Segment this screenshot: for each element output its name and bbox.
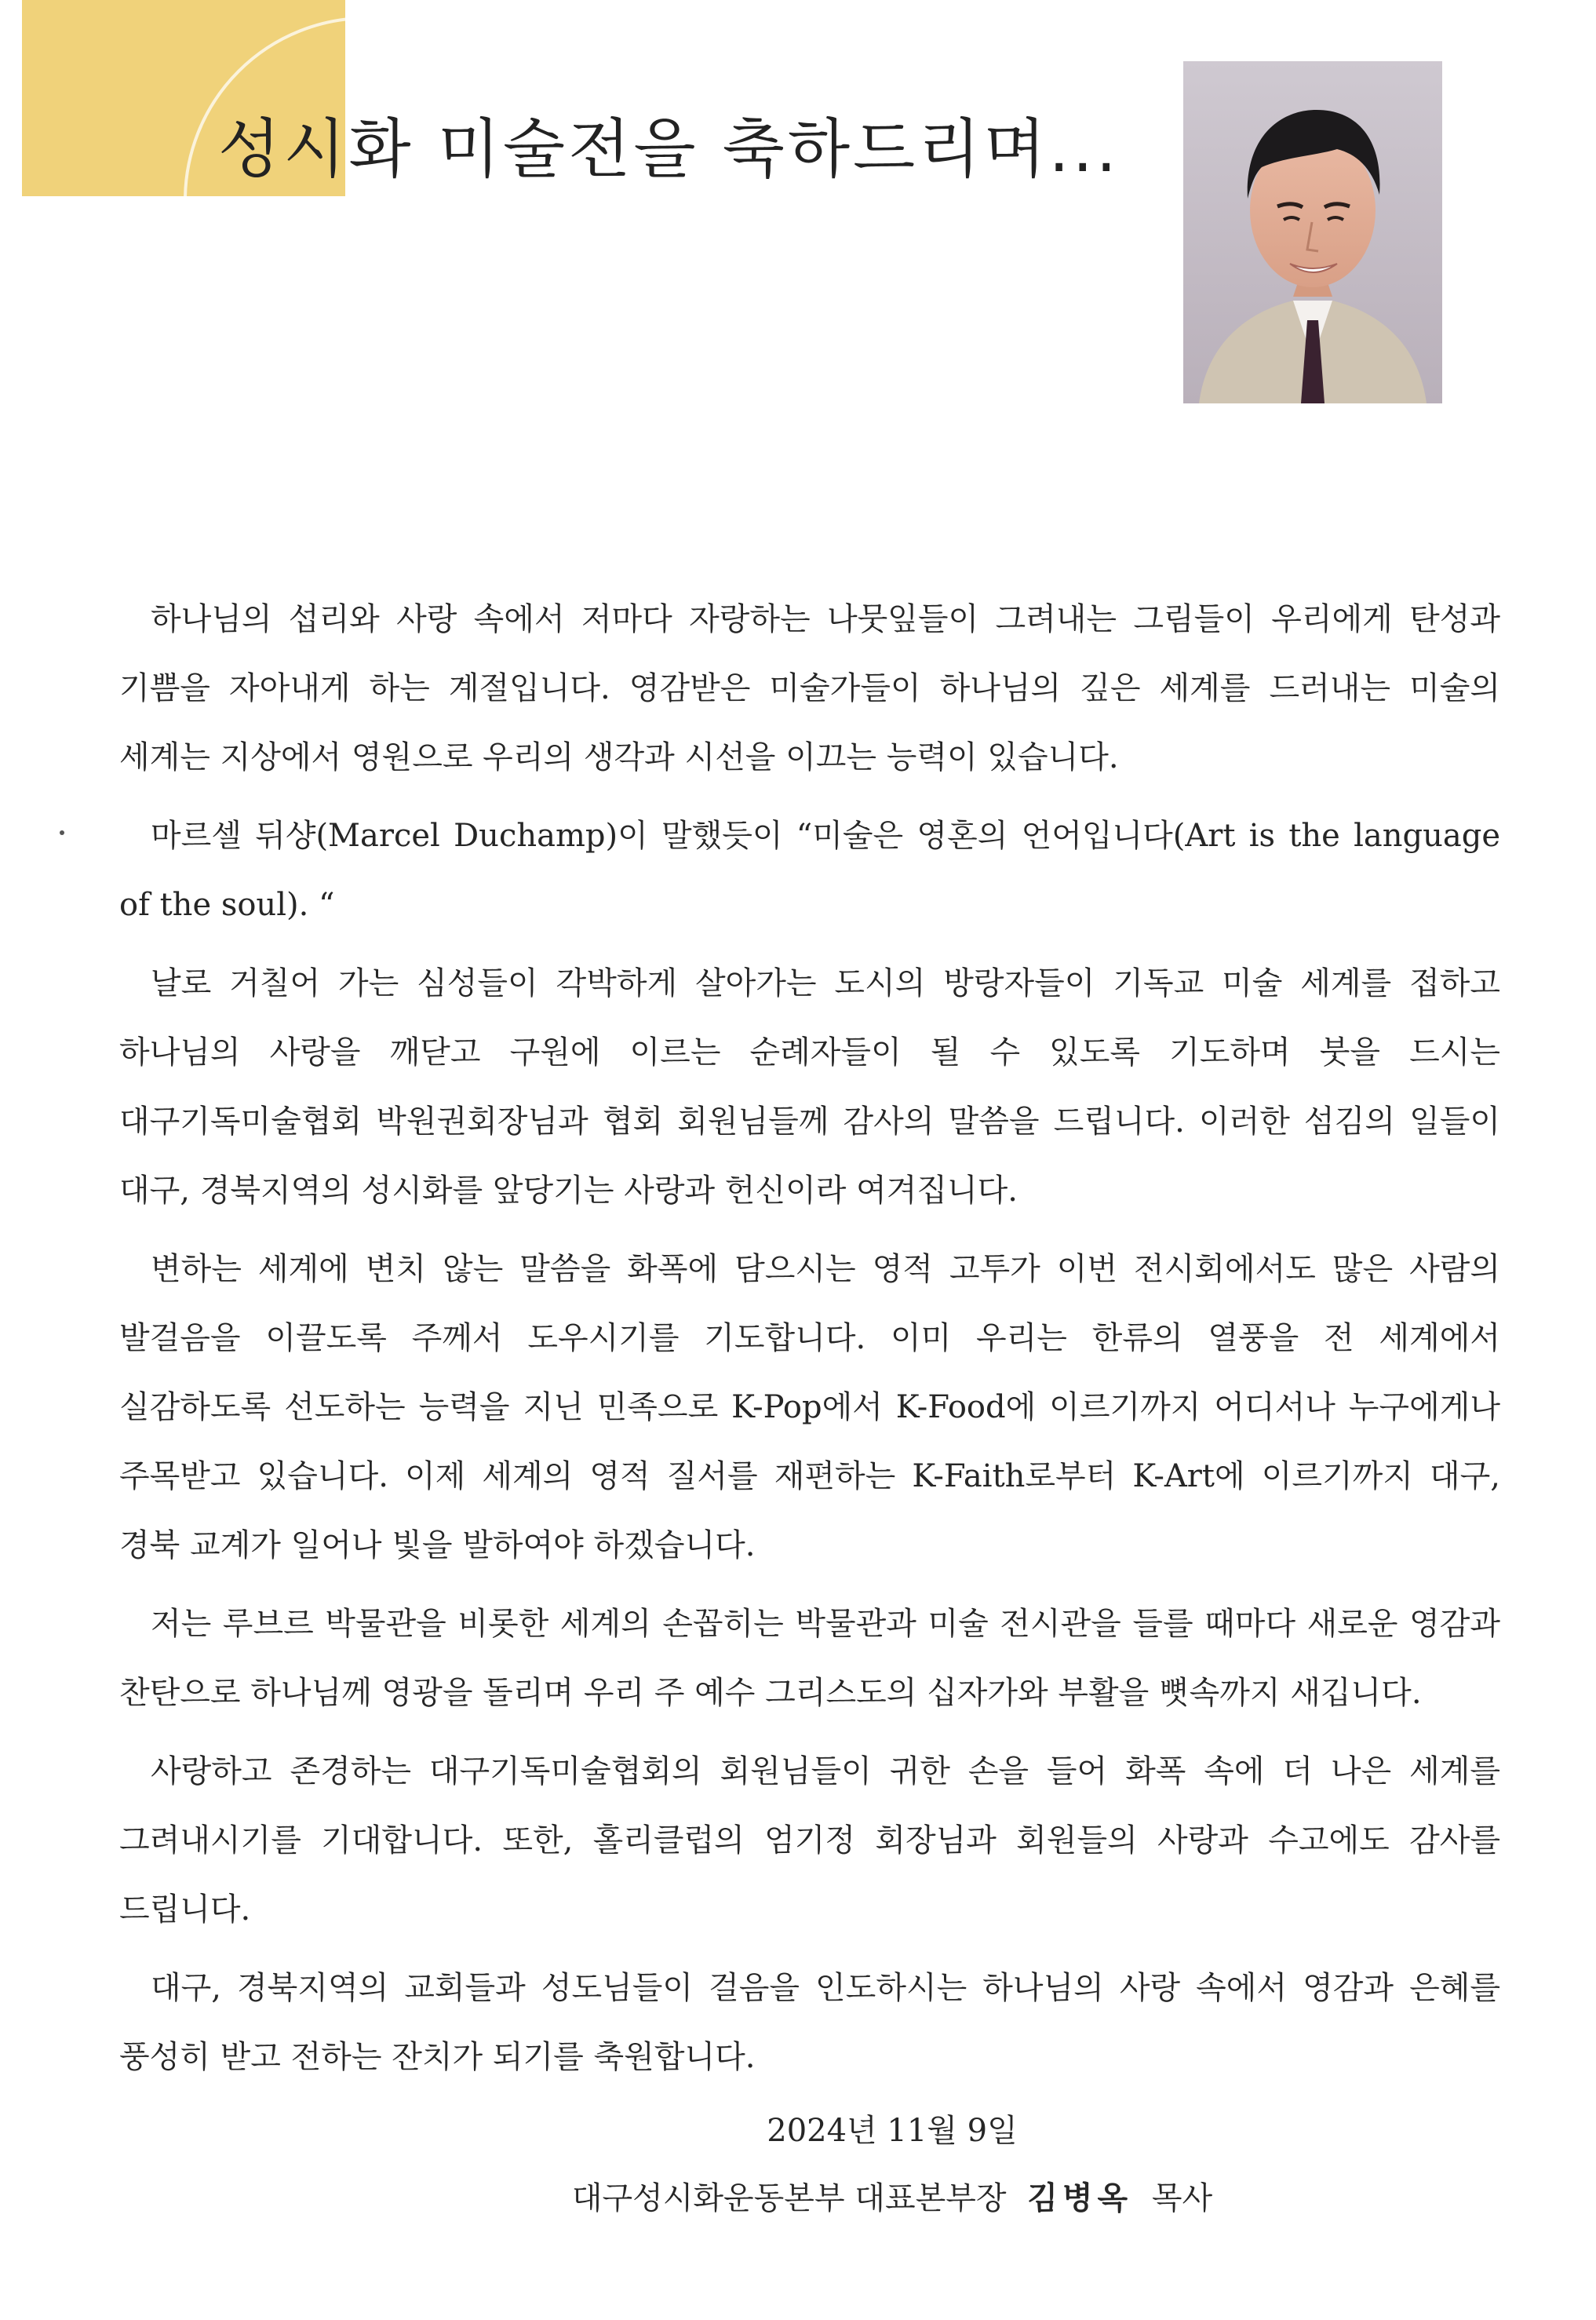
letter-date: 2024년 11월 9일 bbox=[767, 2113, 1018, 2149]
scan-mark bbox=[60, 830, 64, 835]
signature-line bbox=[94, 2179, 1596, 2218]
paragraph: 날로 거칠어 가는 심성들이 각박하게 살아가는 도시의 방랑자들이 기독교 미술 세계를 접하고 하나님의 사랑을 깨닫고 구원에 이르는 순례자들이 될 수 있도록 기도하며 붓을 드시는 대구기독미술협회 박원권회장님과 협회 회원님들께 감사의 말씀을 드립니다. 이러한 섬김의 일들이 대구, 경북지역의 성시화를 앞당기는 사랑과 헌신이라 여겨집니다. bbox=[119, 965, 1500, 1209]
paragraph: 대구, 경북지역의 교회들과 성도님들이 걸음을 인도하시는 하나님의 사랑 속에서 영감과 은혜를 풍성히 받고 전하는 잔치가 되기를 축원합니다. bbox=[119, 1970, 1500, 2075]
paragraph: 마르셀 뒤샹(Marcel Duchamp)이 말했듯이 “미술은 영혼의 언어입니다(Art is the language of the soul). “ bbox=[119, 818, 1500, 923]
paragraph: 사랑하고 존경하는 대구기독미술협회의 회원님들이 귀한 손을 들어 화폭 속에 더 나은 세계를 그려내시기를 기대합니다. 또한, 홀리클럽의 엄기정 회장님과 회원들의 사랑과 수고에도 감사를 드립니다. bbox=[119, 1753, 1500, 1928]
paragraph: 변하는 세계에 변치 않는 말씀을 화폭에 담으시는 영적 고투가 이번 전시회에서도 많은 사람의 발걸음을 이끌도록 주께서 도우시기를 기도합니다. 이미 우리는 한류의 열풍을 전 세계에서 실감하도록 선도하는 능력을 지닌 민족으로 K-Pop에서 K-Food에 이르기까지 어디서나 누구에게나 주목받고 있습니다. 이제 세계의 영적 질서를 재편하는 K-Faith로부터 K-Art에 이르기까지 대구, 경북 교계가 일어나 빛을 발하여야 하겠습니다. bbox=[119, 1251, 1500, 1563]
signer-position: 대구성시화운동본부 대표본부장 bbox=[571, 2180, 1007, 2216]
signer-name: 김병옥 bbox=[1027, 2180, 1133, 2216]
page-title: 성시화 미술전을 축하드리며... bbox=[218, 112, 1120, 187]
portrait-icon bbox=[1183, 61, 1442, 403]
portrait-photo bbox=[1183, 61, 1442, 403]
paragraph: 저는 루브르 박물관을 비롯한 세계의 손꼽히는 박물관과 미술 전시관을 들를 때마다 새로운 영감과 찬탄으로 하나님께 영광을 돌리며 우리 주 예수 그리스도의 십자가와 부활을 뼛속까지 새깁니다. bbox=[119, 1606, 1500, 1711]
letter-body bbox=[119, 585, 1500, 2101]
signer-honorific: 목사 bbox=[1151, 2180, 1213, 2216]
paragraph: 하나님의 섭리와 사랑 속에서 저마다 자랑하는 나뭇잎들이 그려내는 그림들이 우리에게 탄성과 기쁨을 자아내게 하는 계절입니다. 영감받은 미술가들이 하나님의 깊은 세계를 드러내는 미술의 세계는 지상에서 영원으로 우리의 생각과 시선을 이끄는 능력이 있습니다. bbox=[119, 601, 1500, 775]
